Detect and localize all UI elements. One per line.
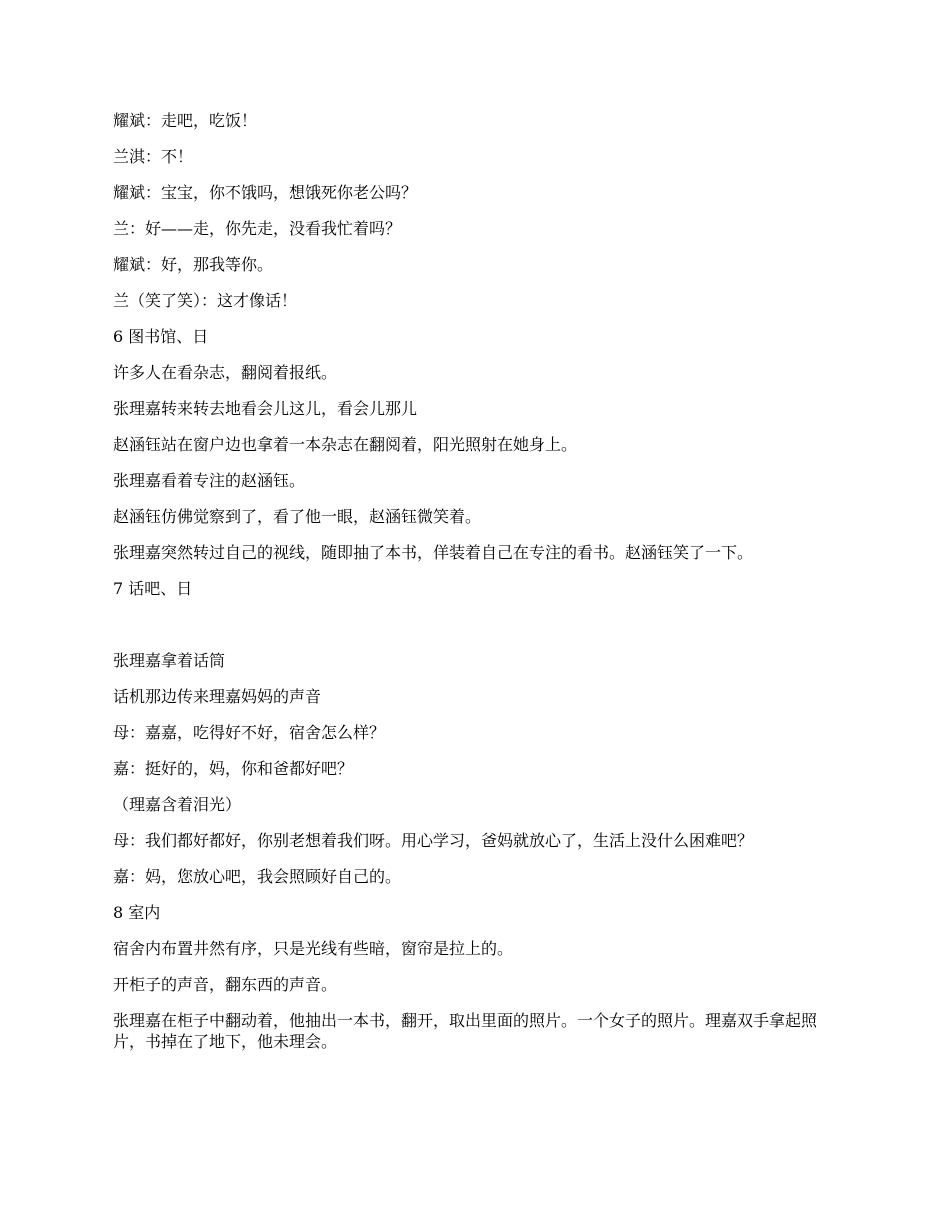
scene-heading: 8 室内 [113,903,161,922]
dialogue-line: 母：嘉嘉，吃得好不好，宿舍怎么样？ [113,723,386,742]
scene-heading: 7 话吧、日 [113,579,193,598]
action-line: 开柜子的声音，翻东西的声音。 [113,975,338,994]
dialogue-line: 嘉：妈，您放心吧，我会照顾好自己的。 [113,867,402,886]
action-line: 宿舍内布置井然有序，只是光线有些暗，窗帘是拉上的。 [113,939,514,958]
action-line: 赵涵钰仿佛觉察到了，看了他一眼，赵涵钰微笑着。 [113,507,482,526]
action-line: 赵涵钰站在窗户边也拿着一本杂志在翻阅着，阳光照射在她身上。 [113,435,578,454]
action-line: 张理嘉在柜子中翻动着，他抽出一本书，翻开，取出里面的照片。一个女子的照片。理嘉双手拿起照片，书掉在了地下，他未理会。 [113,1011,818,1051]
action-line: 张理嘉突然转过自己的视线，随即抽了本书，佯装着自己在专注的看书。赵涵钰笑了一下。 [113,543,754,562]
scene-heading: 6 图书馆、日 [113,327,209,346]
dialogue-line: 兰：好——走，你先走，没看我忙着吗？ [113,219,402,238]
dialogue-line: 耀斌：走吧，吃饭！ [113,111,258,130]
action-line: 许多人在看杂志，翻阅着报纸。 [113,363,338,382]
action-line: 张理嘉看着专注的赵涵钰。 [113,471,306,490]
blank-spacer [113,614,841,650]
document-body [113,110,841,1067]
dialogue-line: 兰淇：不！ [113,147,194,166]
action-line: 张理嘉转来转去地看会儿这儿，看会儿那儿 [113,399,418,418]
stage-direction: （理嘉含着泪光） [113,795,242,814]
dialogue-line: 耀斌：宝宝，你不饿吗，想饿死你老公吗？ [113,183,418,202]
action-line: 话机那边传来理嘉妈妈的声音 [113,687,322,706]
dialogue-line: 兰（笑了笑）：这才像话！ [113,291,298,310]
dialogue-line: 耀斌：好，那我等你。 [113,255,274,274]
action-line: 张理嘉拿着话筒 [113,651,226,670]
dialogue-line: 母：我们都好都好，你别老想着我们呀。用心学习，爸妈就放心了，生活上没什么困难吧？ [113,831,754,850]
dialogue-line: 嘉：挺好的，妈，你和爸都好吧？ [113,759,354,778]
